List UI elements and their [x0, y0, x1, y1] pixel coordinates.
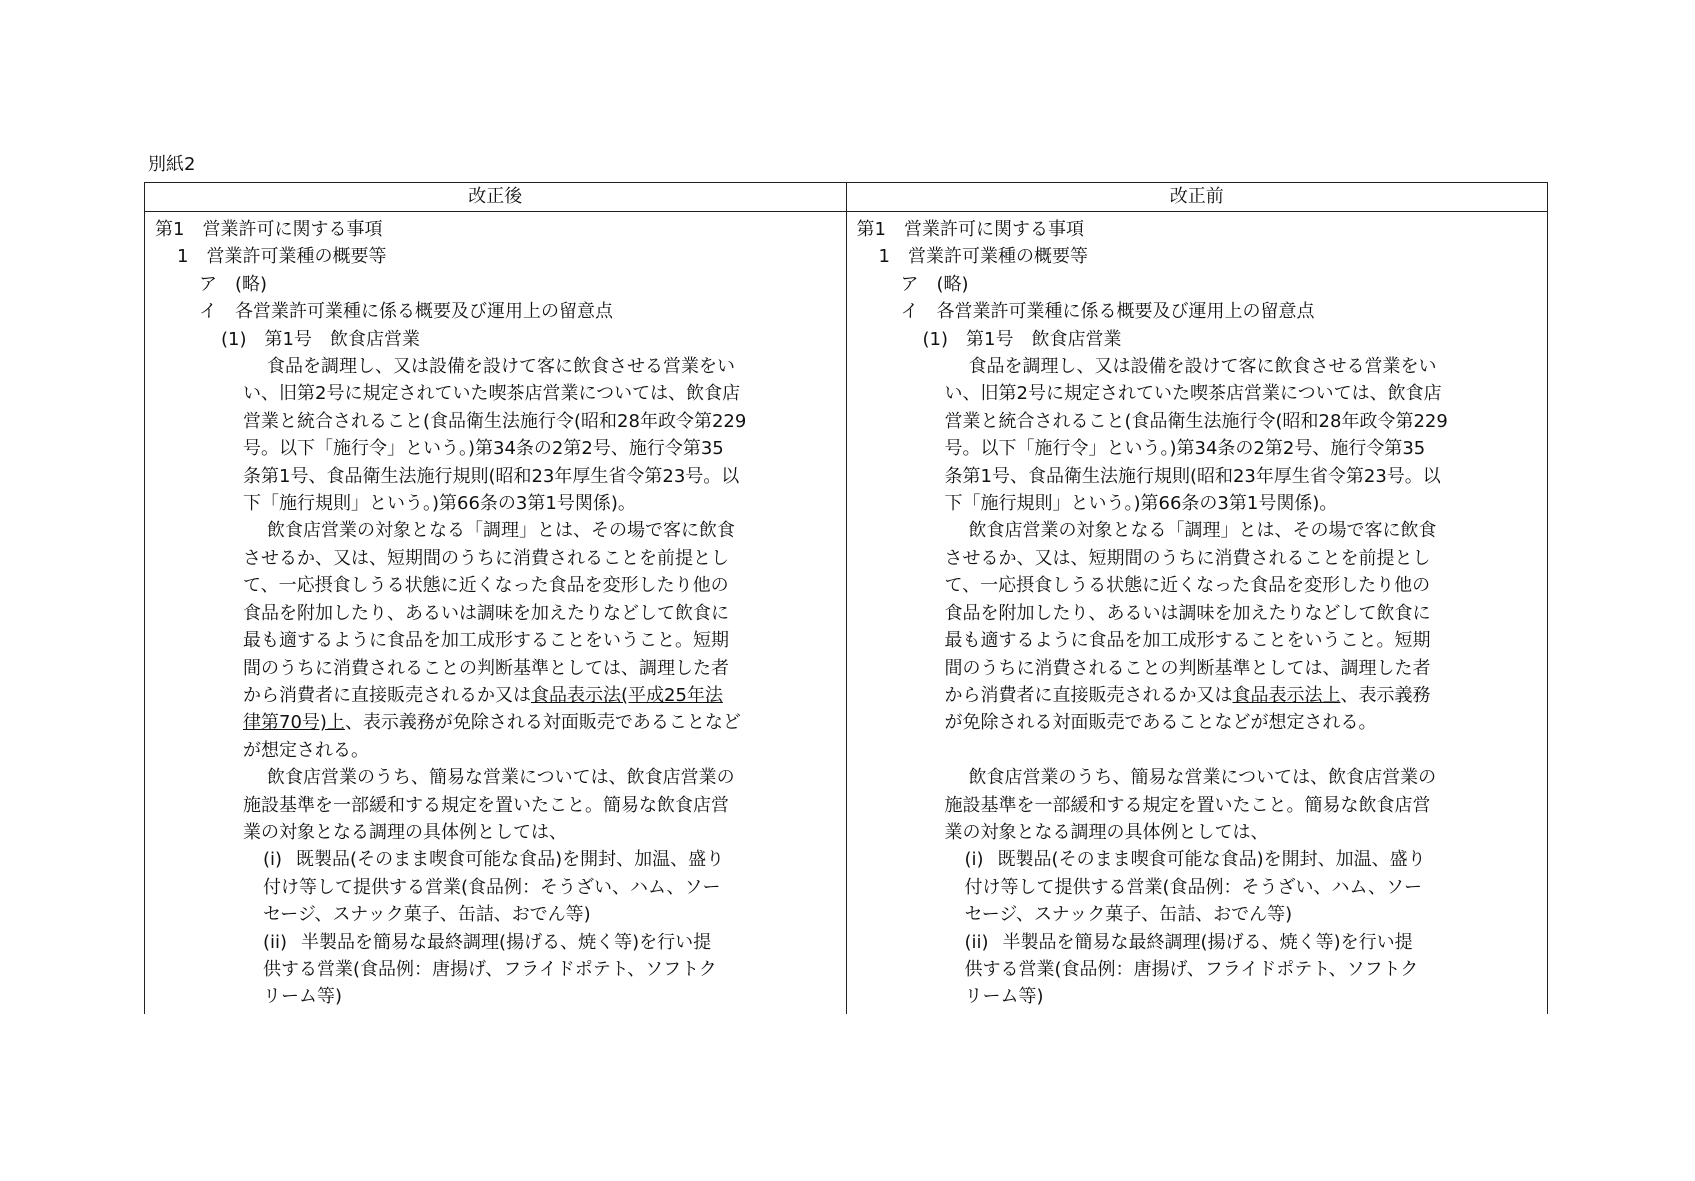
item-heading: 1 営業許可業種の概要等: [177, 246, 387, 268]
underlined-amendment: 食品表示法(平成25年法: [531, 684, 723, 706]
list-item: (i) 既製品(そのまま喫食可能な食品)を開封、加温、盛り: [964, 849, 1426, 871]
document-label: 別紙2: [148, 154, 196, 175]
text-line: 号。以下「施行令」という。)第34条の2第2号、施行令第35: [243, 438, 724, 460]
text-line: 律第70号)上、表示義務が免除される対面販売であることなど: [243, 712, 741, 734]
sub-item-a: ア (略): [900, 273, 969, 295]
text-line: 業の対象となる調理の具体例としては、: [944, 821, 1269, 843]
text-line: 食品を附加したり、あるいは調味を加えたりなどして飲食に: [243, 602, 729, 624]
text-line: い、旧第2号に規定されていた喫茶店営業については、飲食店: [944, 383, 1442, 405]
text-line: 間のうちに消費されることの判断基準としては、調理した者: [243, 657, 729, 679]
text-line: い、旧第2号に規定されていた喫茶店営業については、飲食店: [243, 383, 741, 405]
list-item-continuation: セージ、スナック菓子、缶詰、おでん等): [964, 904, 1293, 926]
text-line: 食品を附加したり、あるいは調味を加えたりなどして飲食に: [944, 602, 1431, 624]
list-item: (ii) 半製品を簡易な最終調理(揚げる、焼く等)を行い提: [964, 931, 1413, 953]
item-heading: 1 営業許可業種の概要等: [878, 246, 1088, 268]
underlined-amendment: 食品表示法上: [1232, 684, 1341, 706]
list-item-continuation: 付け等して提供する営業(食品例：そうざい、ハム、ソー: [964, 876, 1423, 898]
text-line: 下「施行規則」という。)第66条の3第1号関係)。: [944, 493, 1338, 515]
text-line: 号。以下「施行令」という。)第34条の2第2号、施行令第35: [944, 438, 1426, 460]
blank-line: [857, 737, 1540, 764]
table-body: [145, 212, 1547, 1014]
text-line: 業の対象となる調理の具体例としては、: [243, 821, 567, 843]
list-item-continuation: 供する営業(食品例：唐揚げ、フライドポテト、ソフトク: [964, 958, 1419, 980]
subsection-heading: (1) 第1号 飲食店営業: [221, 328, 420, 350]
subsection-heading: (1) 第1号 飲食店営業: [922, 328, 1122, 350]
text-line: 営業と統合されること(食品衛生法施行令(昭和28年政令第229: [944, 410, 1448, 432]
text-line: 営業と統合されること(食品衛生法施行令(昭和28年政令第229: [243, 410, 747, 432]
text-line: 最も適するように食品を加工成形することをいうこと。短期: [944, 630, 1431, 652]
after-column: [145, 212, 846, 1014]
sub-item-i: イ 各営業許可業種に係る概要及び運用上の留意点: [900, 301, 1315, 323]
text-line: 飲食店営業のうち、簡易な営業については、飲食店営業の: [968, 767, 1437, 789]
sub-item-i: イ 各営業許可業種に係る概要及び運用上の留意点: [199, 301, 613, 323]
example-list: [155, 846, 838, 1010]
text-line: て、一応摂食しうる状態に近くなった食品を変形したり他の: [944, 575, 1431, 597]
text-line: 飲食店営業の対象となる「調理」とは、その場で客に飲食: [267, 520, 735, 542]
list-item-continuation: リーム等): [964, 986, 1044, 1008]
text-line: 下「施行規則」という。)第66条の3第1号関係)。: [243, 493, 636, 515]
list-item-continuation: 供する営業(食品例：唐揚げ、フライドポテト、ソフトク: [263, 958, 717, 980]
text-line: 食品を調理し、又は設備を設けて客に飲食させる営業をい: [968, 356, 1437, 378]
text-line: て、一応摂食しうる状態に近くなった食品を変形したり他の: [243, 575, 729, 597]
header-before: 改正前: [846, 183, 1548, 211]
before-column: [846, 212, 1548, 1014]
text-line: させるか、又は、短期間のうちに消費されることを前提とし: [243, 547, 729, 569]
text-line: 条第1号、食品衛生法施行規則(昭和23年厚生省令第23号。以: [944, 465, 1441, 487]
text-line: 条第1号、食品衛生法施行規則(昭和23年厚生省令第23号。以: [243, 465, 740, 487]
list-item-continuation: 付け等して提供する営業(食品例：そうざい、ハム、ソー: [263, 876, 721, 898]
paragraph-3: [857, 764, 1449, 846]
list-item: (i) 既製品(そのまま喫食可能な食品)を開封、加温、盛り: [263, 849, 725, 871]
text-line: が免除される対面販売であることなどが想定される。: [944, 712, 1377, 734]
paragraph-3: [155, 764, 747, 846]
section-heading: 第1 営業許可に関する事項: [856, 219, 1084, 240]
underlined-amendment: 律第70号)上: [243, 712, 345, 734]
paragraph-1: [155, 353, 747, 517]
text-line: 間のうちに消費されることの判断基準としては、調理した者: [944, 657, 1431, 679]
text-line: が想定される。: [243, 739, 369, 761]
table-header-row: [145, 183, 1547, 212]
sub-item-a: ア (略): [199, 273, 268, 295]
comparison-table: [144, 182, 1548, 1014]
text-line: から消費者に直接販売されるか又は食品表示法上、表示義務: [944, 684, 1431, 706]
text-line: 最も適するように食品を加工成形することをいうこと。短期: [243, 630, 729, 652]
list-item-continuation: セージ、スナック菓子、缶詰、おでん等): [263, 904, 591, 926]
text-line: 食品を調理し、又は設備を設けて客に飲食させる営業をい: [267, 356, 735, 378]
paragraph-2: [857, 517, 1449, 736]
header-after: 改正後: [468, 186, 523, 207]
text-line: 施設基準を一部緩和する規定を置いたこと。簡易な飲食店営: [944, 794, 1431, 816]
text-line: 施設基準を一部緩和する規定を置いたこと。簡易な飲食店営: [243, 794, 729, 816]
text-line: 飲食店営業のうち、簡易な営業については、飲食店営業の: [267, 767, 735, 789]
text-line: から消費者に直接販売されるか又は食品表示法(平成25年法: [243, 684, 723, 706]
paragraph-2: [155, 517, 747, 764]
example-list: [857, 846, 1540, 1010]
list-item-continuation: リーム等): [263, 986, 343, 1008]
text-line: させるか、又は、短期間のうちに消費されることを前提とし: [944, 547, 1431, 569]
list-item: (ii) 半製品を簡易な最終調理(揚げる、焼く等)を行い提: [263, 931, 712, 953]
paragraph-1: [857, 353, 1449, 517]
section-heading: 第1 営業許可に関する事項: [155, 219, 383, 240]
text-line: 飲食店営業の対象となる「調理」とは、その場で客に飲食: [968, 520, 1437, 542]
